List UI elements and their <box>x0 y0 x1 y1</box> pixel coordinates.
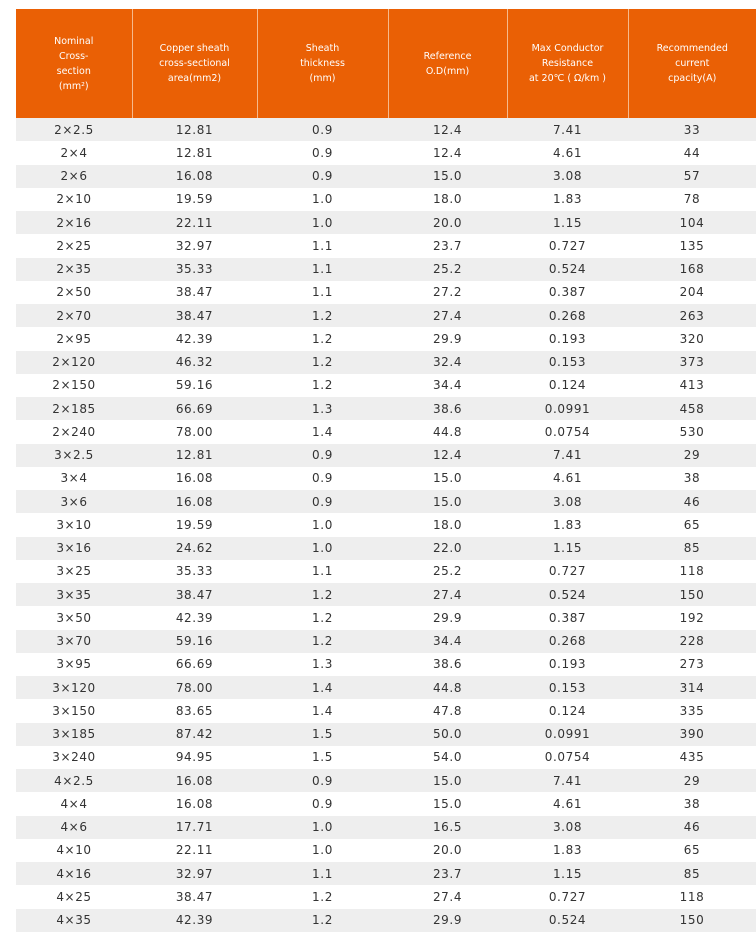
cell-sheath-thickness: 1.5 <box>257 746 388 769</box>
table-row <box>16 281 756 304</box>
cell-nominal-section: 4×10 <box>16 839 132 862</box>
cell-copper-sheath-area: 12.81 <box>132 118 257 141</box>
cell-copper-sheath-area: 83.65 <box>132 699 257 722</box>
cell-current-capacity: 44 <box>628 141 756 164</box>
cell-sheath-thickness: 1.2 <box>257 583 388 606</box>
cell-current-capacity: 38 <box>628 467 756 490</box>
cell-copper-sheath-area: 16.08 <box>132 165 257 188</box>
table-row <box>16 909 756 932</box>
cell-max-resistance: 0.268 <box>507 304 628 327</box>
cell-sheath-thickness: 1.4 <box>257 699 388 722</box>
cell-reference-od: 34.4 <box>388 630 507 653</box>
cell-copper-sheath-area: 16.08 <box>132 490 257 513</box>
cell-nominal-section: 2×35 <box>16 258 132 281</box>
cell-copper-sheath-area: 35.33 <box>132 258 257 281</box>
cell-nominal-section: 2×150 <box>16 374 132 397</box>
cell-current-capacity: 390 <box>628 723 756 746</box>
cell-max-resistance: 1.83 <box>507 188 628 211</box>
cell-max-resistance: 0.153 <box>507 351 628 374</box>
cell-sheath-thickness: 1.5 <box>257 723 388 746</box>
cell-sheath-thickness: 1.2 <box>257 374 388 397</box>
table-row <box>16 560 756 583</box>
table-row <box>16 630 756 653</box>
header-sheath-thickness <box>257 9 388 118</box>
cell-max-resistance: 0.193 <box>507 327 628 350</box>
cell-nominal-section: 2×4 <box>16 141 132 164</box>
cell-copper-sheath-area: 38.47 <box>132 885 257 908</box>
header-max-conductor-resistance <box>507 9 628 118</box>
cell-sheath-thickness: 0.9 <box>257 792 388 815</box>
cell-max-resistance: 0.727 <box>507 234 628 257</box>
cell-current-capacity: 85 <box>628 862 756 885</box>
cell-nominal-section: 4×35 <box>16 909 132 932</box>
cell-reference-od: 20.0 <box>388 211 507 234</box>
cell-max-resistance: 0.124 <box>507 374 628 397</box>
cell-reference-od: 44.8 <box>388 420 507 443</box>
cell-max-resistance: 0.727 <box>507 885 628 908</box>
cell-copper-sheath-area: 38.47 <box>132 304 257 327</box>
cell-current-capacity: 150 <box>628 909 756 932</box>
cell-nominal-section: 3×150 <box>16 699 132 722</box>
cell-max-resistance: 4.61 <box>507 141 628 164</box>
cell-sheath-thickness: 1.0 <box>257 211 388 234</box>
table-row <box>16 467 756 490</box>
cell-max-resistance: 0.0754 <box>507 420 628 443</box>
table-row <box>16 746 756 769</box>
cell-max-resistance: 1.15 <box>507 862 628 885</box>
table-row <box>16 420 756 443</box>
cell-current-capacity: 46 <box>628 816 756 839</box>
cell-sheath-thickness: 0.9 <box>257 118 388 141</box>
cell-sheath-thickness: 0.9 <box>257 769 388 792</box>
cell-reference-od: 27.2 <box>388 281 507 304</box>
cell-current-capacity: 168 <box>628 258 756 281</box>
cell-copper-sheath-area: 87.42 <box>132 723 257 746</box>
cell-max-resistance: 4.61 <box>507 467 628 490</box>
cell-reference-od: 29.9 <box>388 327 507 350</box>
cell-sheath-thickness: 1.0 <box>257 839 388 862</box>
table-row <box>16 444 756 467</box>
cell-reference-od: 47.8 <box>388 699 507 722</box>
cell-sheath-thickness: 1.4 <box>257 420 388 443</box>
cell-sheath-thickness: 1.0 <box>257 188 388 211</box>
cell-current-capacity: 33 <box>628 118 756 141</box>
header-line: cpacity(A) <box>668 73 717 84</box>
cell-sheath-thickness: 1.2 <box>257 909 388 932</box>
cell-max-resistance: 1.15 <box>507 211 628 234</box>
cell-copper-sheath-area: 19.59 <box>132 188 257 211</box>
cell-reference-od: 50.0 <box>388 723 507 746</box>
cell-nominal-section: 2×240 <box>16 420 132 443</box>
cell-sheath-thickness: 1.1 <box>257 258 388 281</box>
cell-current-capacity: 228 <box>628 630 756 653</box>
cell-copper-sheath-area: 46.32 <box>132 351 257 374</box>
header-nominal-cross-section <box>16 9 132 118</box>
cell-copper-sheath-area: 66.69 <box>132 397 257 420</box>
cell-current-capacity: 46 <box>628 490 756 513</box>
cell-nominal-section: 3×4 <box>16 467 132 490</box>
header-line: Copper sheath <box>159 43 230 54</box>
cell-nominal-section: 3×50 <box>16 606 132 629</box>
header-line: Recommended <box>656 43 728 54</box>
cell-max-resistance: 0.124 <box>507 699 628 722</box>
cell-max-resistance: 0.387 <box>507 606 628 629</box>
cell-nominal-section: 2×16 <box>16 211 132 234</box>
cell-nominal-section: 3×120 <box>16 676 132 699</box>
cell-reference-od: 12.4 <box>388 444 507 467</box>
cell-reference-od: 15.0 <box>388 467 507 490</box>
table-row <box>16 490 756 513</box>
cell-current-capacity: 118 <box>628 885 756 908</box>
table-row <box>16 141 756 164</box>
cell-reference-od: 25.2 <box>388 560 507 583</box>
cell-max-resistance: 1.83 <box>507 513 628 536</box>
table-row <box>16 769 756 792</box>
cell-sheath-thickness: 1.2 <box>257 351 388 374</box>
cell-sheath-thickness: 1.2 <box>257 630 388 653</box>
cell-current-capacity: 38 <box>628 792 756 815</box>
cell-current-capacity: 65 <box>628 513 756 536</box>
cell-reference-od: 27.4 <box>388 304 507 327</box>
cell-reference-od: 18.0 <box>388 188 507 211</box>
cell-nominal-section: 4×4 <box>16 792 132 815</box>
table-row <box>16 885 756 908</box>
cell-sheath-thickness: 1.2 <box>257 606 388 629</box>
cell-max-resistance: 0.193 <box>507 653 628 676</box>
cell-max-resistance: 0.0991 <box>507 397 628 420</box>
cell-nominal-section: 3×16 <box>16 537 132 560</box>
table-row <box>16 118 756 141</box>
cell-nominal-section: 3×25 <box>16 560 132 583</box>
cell-max-resistance: 3.08 <box>507 816 628 839</box>
cell-reference-od: 54.0 <box>388 746 507 769</box>
header-row <box>16 9 756 118</box>
table-row <box>16 723 756 746</box>
cell-sheath-thickness: 1.1 <box>257 560 388 583</box>
cell-max-resistance: 0.524 <box>507 583 628 606</box>
table-row <box>16 304 756 327</box>
cell-copper-sheath-area: 16.08 <box>132 792 257 815</box>
cell-sheath-thickness: 1.0 <box>257 513 388 536</box>
cell-reference-od: 20.0 <box>388 839 507 862</box>
cell-sheath-thickness: 1.3 <box>257 397 388 420</box>
table-row <box>16 211 756 234</box>
cell-current-capacity: 320 <box>628 327 756 350</box>
cell-copper-sheath-area: 78.00 <box>132 676 257 699</box>
cell-nominal-section: 3×2.5 <box>16 444 132 467</box>
cell-current-capacity: 150 <box>628 583 756 606</box>
cell-reference-od: 15.0 <box>388 490 507 513</box>
cell-copper-sheath-area: 42.39 <box>132 327 257 350</box>
cell-reference-od: 22.0 <box>388 537 507 560</box>
cell-reference-od: 15.0 <box>388 792 507 815</box>
table-row <box>16 606 756 629</box>
header-recommended-current <box>628 9 756 118</box>
cell-current-capacity: 335 <box>628 699 756 722</box>
cell-max-resistance: 0.153 <box>507 676 628 699</box>
header-line: at 20℃ ( Ω/km ) <box>528 73 606 84</box>
cell-current-capacity: 314 <box>628 676 756 699</box>
cell-reference-od: 27.4 <box>388 583 507 606</box>
cell-copper-sheath-area: 59.16 <box>132 630 257 653</box>
cell-max-resistance: 7.41 <box>507 118 628 141</box>
cell-reference-od: 29.9 <box>388 909 507 932</box>
cell-reference-od: 15.0 <box>388 769 507 792</box>
cell-nominal-section: 2×6 <box>16 165 132 188</box>
table-row <box>16 537 756 560</box>
table-row <box>16 513 756 536</box>
header-line: area(mm2) <box>167 73 222 84</box>
cell-max-resistance: 0.387 <box>507 281 628 304</box>
table-row <box>16 862 756 885</box>
cell-copper-sheath-area: 12.81 <box>132 444 257 467</box>
cell-reference-od: 34.4 <box>388 374 507 397</box>
header-line: cross-sectional <box>159 58 230 69</box>
cell-nominal-section: 4×2.5 <box>16 769 132 792</box>
table-row <box>16 374 756 397</box>
cell-reference-od: 23.7 <box>388 862 507 885</box>
cell-sheath-thickness: 1.0 <box>257 537 388 560</box>
cell-reference-od: 16.5 <box>388 816 507 839</box>
cell-copper-sheath-area: 42.39 <box>132 606 257 629</box>
cell-nominal-section: 3×240 <box>16 746 132 769</box>
cell-reference-od: 32.4 <box>388 351 507 374</box>
table-body <box>16 118 756 932</box>
cell-reference-od: 25.2 <box>388 258 507 281</box>
cell-nominal-section: 2×185 <box>16 397 132 420</box>
table-row <box>16 165 756 188</box>
cell-sheath-thickness: 1.2 <box>257 885 388 908</box>
cell-copper-sheath-area: 42.39 <box>132 909 257 932</box>
cell-nominal-section: 2×50 <box>16 281 132 304</box>
cell-nominal-section: 3×35 <box>16 583 132 606</box>
cell-nominal-section: 3×6 <box>16 490 132 513</box>
table-header <box>16 9 756 118</box>
table-row <box>16 397 756 420</box>
cell-max-resistance: 0.268 <box>507 630 628 653</box>
cell-current-capacity: 192 <box>628 606 756 629</box>
table-row <box>16 676 756 699</box>
cell-current-capacity: 373 <box>628 351 756 374</box>
header-line: current <box>675 58 710 69</box>
cell-current-capacity: 118 <box>628 560 756 583</box>
cell-reference-od: 23.7 <box>388 234 507 257</box>
cell-max-resistance: 1.15 <box>507 537 628 560</box>
cell-nominal-section: 4×16 <box>16 862 132 885</box>
cell-sheath-thickness: 0.9 <box>257 165 388 188</box>
cell-reference-od: 15.0 <box>388 165 507 188</box>
table-row <box>16 583 756 606</box>
header-line: Cross- <box>59 50 89 62</box>
cell-nominal-section: 3×185 <box>16 723 132 746</box>
cell-sheath-thickness: 1.1 <box>257 862 388 885</box>
cell-copper-sheath-area: 32.97 <box>132 234 257 257</box>
cell-copper-sheath-area: 17.71 <box>132 816 257 839</box>
cell-sheath-thickness: 1.3 <box>257 653 388 676</box>
cell-copper-sheath-area: 16.08 <box>132 467 257 490</box>
cell-max-resistance: 0.524 <box>507 909 628 932</box>
table-row <box>16 839 756 862</box>
cell-current-capacity: 104 <box>628 211 756 234</box>
table-row <box>16 792 756 815</box>
cell-nominal-section: 3×10 <box>16 513 132 536</box>
cell-max-resistance: 1.83 <box>507 839 628 862</box>
cell-reference-od: 38.6 <box>388 397 507 420</box>
cell-copper-sheath-area: 12.81 <box>132 141 257 164</box>
cell-max-resistance: 3.08 <box>507 165 628 188</box>
header-line: Reference <box>423 50 472 62</box>
header-line: thickness <box>300 58 345 69</box>
cell-reference-od: 27.4 <box>388 885 507 908</box>
cell-nominal-section: 2×120 <box>16 351 132 374</box>
header-line: (mm) <box>309 73 336 84</box>
cell-reference-od: 44.8 <box>388 676 507 699</box>
cell-sheath-thickness: 1.2 <box>257 327 388 350</box>
cable-spec-table <box>16 9 756 932</box>
cell-current-capacity: 65 <box>628 839 756 862</box>
cell-sheath-thickness: 0.9 <box>257 444 388 467</box>
table-row <box>16 188 756 211</box>
cell-reference-od: 18.0 <box>388 513 507 536</box>
cell-copper-sheath-area: 24.62 <box>132 537 257 560</box>
table-row <box>16 699 756 722</box>
cell-copper-sheath-area: 22.11 <box>132 211 257 234</box>
cell-copper-sheath-area: 38.47 <box>132 281 257 304</box>
header-line: Sheath <box>305 43 340 54</box>
cell-current-capacity: 435 <box>628 746 756 769</box>
table-row <box>16 327 756 350</box>
header-line: (mm²) <box>58 80 89 92</box>
cell-current-capacity: 57 <box>628 165 756 188</box>
cell-copper-sheath-area: 19.59 <box>132 513 257 536</box>
cell-sheath-thickness: 1.2 <box>257 304 388 327</box>
cell-current-capacity: 29 <box>628 769 756 792</box>
cell-max-resistance: 4.61 <box>507 792 628 815</box>
cell-nominal-section: 2×25 <box>16 234 132 257</box>
cell-current-capacity: 204 <box>628 281 756 304</box>
cell-reference-od: 12.4 <box>388 118 507 141</box>
cell-current-capacity: 458 <box>628 397 756 420</box>
cell-current-capacity: 85 <box>628 537 756 560</box>
cell-nominal-section: 3×70 <box>16 630 132 653</box>
cell-copper-sheath-area: 59.16 <box>132 374 257 397</box>
cell-nominal-section: 2×2.5 <box>16 118 132 141</box>
cell-current-capacity: 273 <box>628 653 756 676</box>
table-row <box>16 234 756 257</box>
cell-current-capacity: 530 <box>628 420 756 443</box>
cell-max-resistance: 0.524 <box>507 258 628 281</box>
cell-copper-sheath-area: 22.11 <box>132 839 257 862</box>
cell-current-capacity: 78 <box>628 188 756 211</box>
header-line: Max Conductor <box>531 43 604 54</box>
table-row <box>16 816 756 839</box>
cell-max-resistance: 3.08 <box>507 490 628 513</box>
table-row <box>16 258 756 281</box>
header-line: Nominal <box>54 35 94 47</box>
header-line: O.D(mm) <box>425 65 470 77</box>
cell-nominal-section: 2×95 <box>16 327 132 350</box>
cell-max-resistance: 0.727 <box>507 560 628 583</box>
cell-max-resistance: 7.41 <box>507 444 628 467</box>
cell-max-resistance: 0.0754 <box>507 746 628 769</box>
cell-sheath-thickness: 1.1 <box>257 234 388 257</box>
cell-current-capacity: 135 <box>628 234 756 257</box>
table-row <box>16 351 756 374</box>
header-reference-od <box>388 9 507 118</box>
cell-reference-od: 12.4 <box>388 141 507 164</box>
header-line: Resistance <box>541 58 594 69</box>
header-line: section <box>56 65 91 77</box>
cell-nominal-section: 4×25 <box>16 885 132 908</box>
cell-sheath-thickness: 1.1 <box>257 281 388 304</box>
cell-copper-sheath-area: 38.47 <box>132 583 257 606</box>
table-row <box>16 653 756 676</box>
cell-sheath-thickness: 1.0 <box>257 816 388 839</box>
cell-sheath-thickness: 0.9 <box>257 141 388 164</box>
cell-reference-od: 29.9 <box>388 606 507 629</box>
cell-max-resistance: 7.41 <box>507 769 628 792</box>
header-copper-sheath-area <box>132 9 257 118</box>
cell-copper-sheath-area: 35.33 <box>132 560 257 583</box>
cell-sheath-thickness: 0.9 <box>257 467 388 490</box>
cell-current-capacity: 29 <box>628 444 756 467</box>
cell-sheath-thickness: 1.4 <box>257 676 388 699</box>
cell-copper-sheath-area: 32.97 <box>132 862 257 885</box>
cell-sheath-thickness: 0.9 <box>257 490 388 513</box>
cell-nominal-section: 2×70 <box>16 304 132 327</box>
cell-max-resistance: 0.0991 <box>507 723 628 746</box>
cell-copper-sheath-area: 16.08 <box>132 769 257 792</box>
cell-nominal-section: 2×10 <box>16 188 132 211</box>
cell-copper-sheath-area: 78.00 <box>132 420 257 443</box>
cell-reference-od: 38.6 <box>388 653 507 676</box>
cell-current-capacity: 413 <box>628 374 756 397</box>
cell-copper-sheath-area: 66.69 <box>132 653 257 676</box>
cell-nominal-section: 3×95 <box>16 653 132 676</box>
cell-nominal-section: 4×6 <box>16 816 132 839</box>
cell-copper-sheath-area: 94.95 <box>132 746 257 769</box>
cell-current-capacity: 263 <box>628 304 756 327</box>
